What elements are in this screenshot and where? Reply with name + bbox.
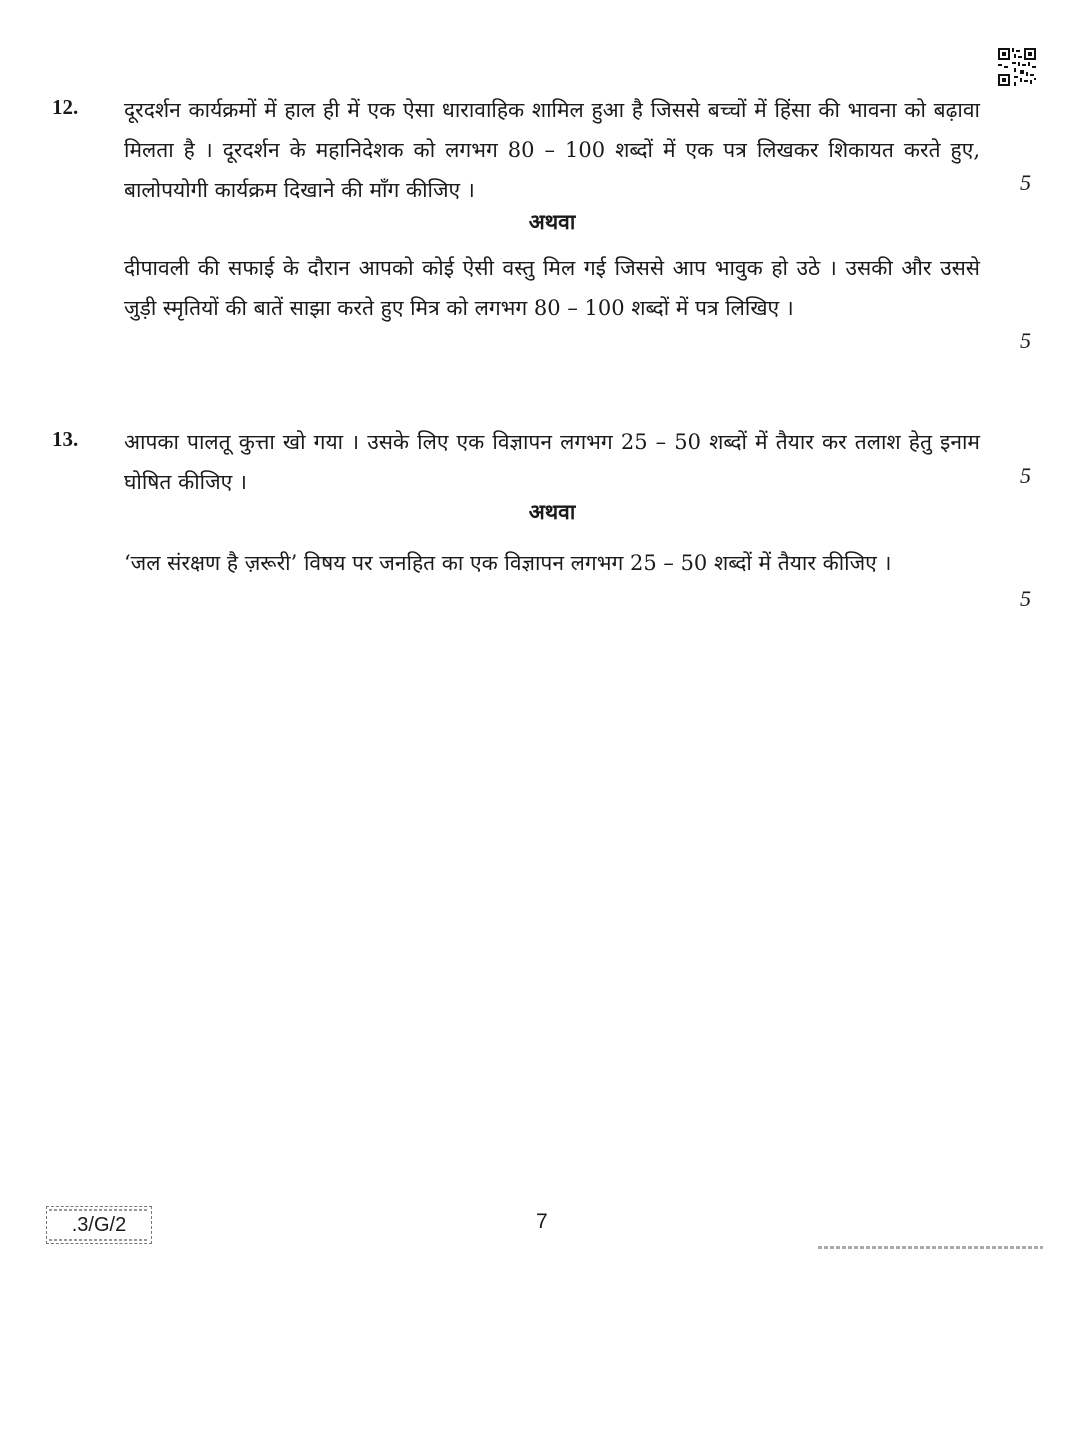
footer-microtext-strip: [818, 1246, 1043, 1249]
question-12-or-label: अथवा: [528, 209, 576, 234]
question-12-number: 12.: [52, 95, 79, 119]
question-12-alt-text: दीपावली की सफाई के दौरान आपको कोई ऐसी वस्तु मिल गई जिससे आप भावुक हो उठे । उसकी और उससे जुड़ी स्मृतियों की बातें साझा करते हुए मित्र को लगभग 80 – 100 शब्दों में पत्र लिखिए ।: [124, 256, 980, 320]
qr-code-icon: [998, 48, 1036, 86]
page-number: 7: [536, 1210, 548, 1233]
question-12-text: दूरदर्शन कार्यक्रमों में हाल ही में एक ऐसा धारावाहिक शामिल हुआ है जिससे बच्चों में हिंसा की भावना को बढ़ावा मिलता है । दूरदर्शन के महानिदेशक को लगभग 80 – 100 शब्दों में एक पत्र लिखकर शिकायत करते हुए, बालोपयोगी कार्यक्रम दिखाने की माँग कीजिए ।: [124, 98, 980, 202]
paper-code-text: .3/G/2: [71, 1213, 127, 1236]
paper-code: [46, 1206, 152, 1244]
question-13-alt-marks: 5: [1020, 586, 1031, 611]
question-13-or-label: अथवा: [528, 499, 576, 524]
question-13-text: आपका पालतू कुत्ता खो गया । उसके लिए एक विज्ञापन लगभग 25 – 50 शब्दों में तैयार कर तलाश हेतु इनाम घोषित कीजिए ।: [124, 430, 980, 494]
question-13-marks: 5: [1020, 463, 1031, 488]
question-13-number: 13.: [52, 427, 79, 451]
question-13-alt-text: ‘जल संरक्षण है ज़रूरी’ विषय पर जनहित का एक विज्ञापन लगभग 25 – 50 शब्दों में तैयार कीजिए ।: [124, 551, 892, 575]
question-12-alt-marks: 5: [1020, 328, 1031, 353]
question-12-marks: 5: [1020, 170, 1031, 195]
